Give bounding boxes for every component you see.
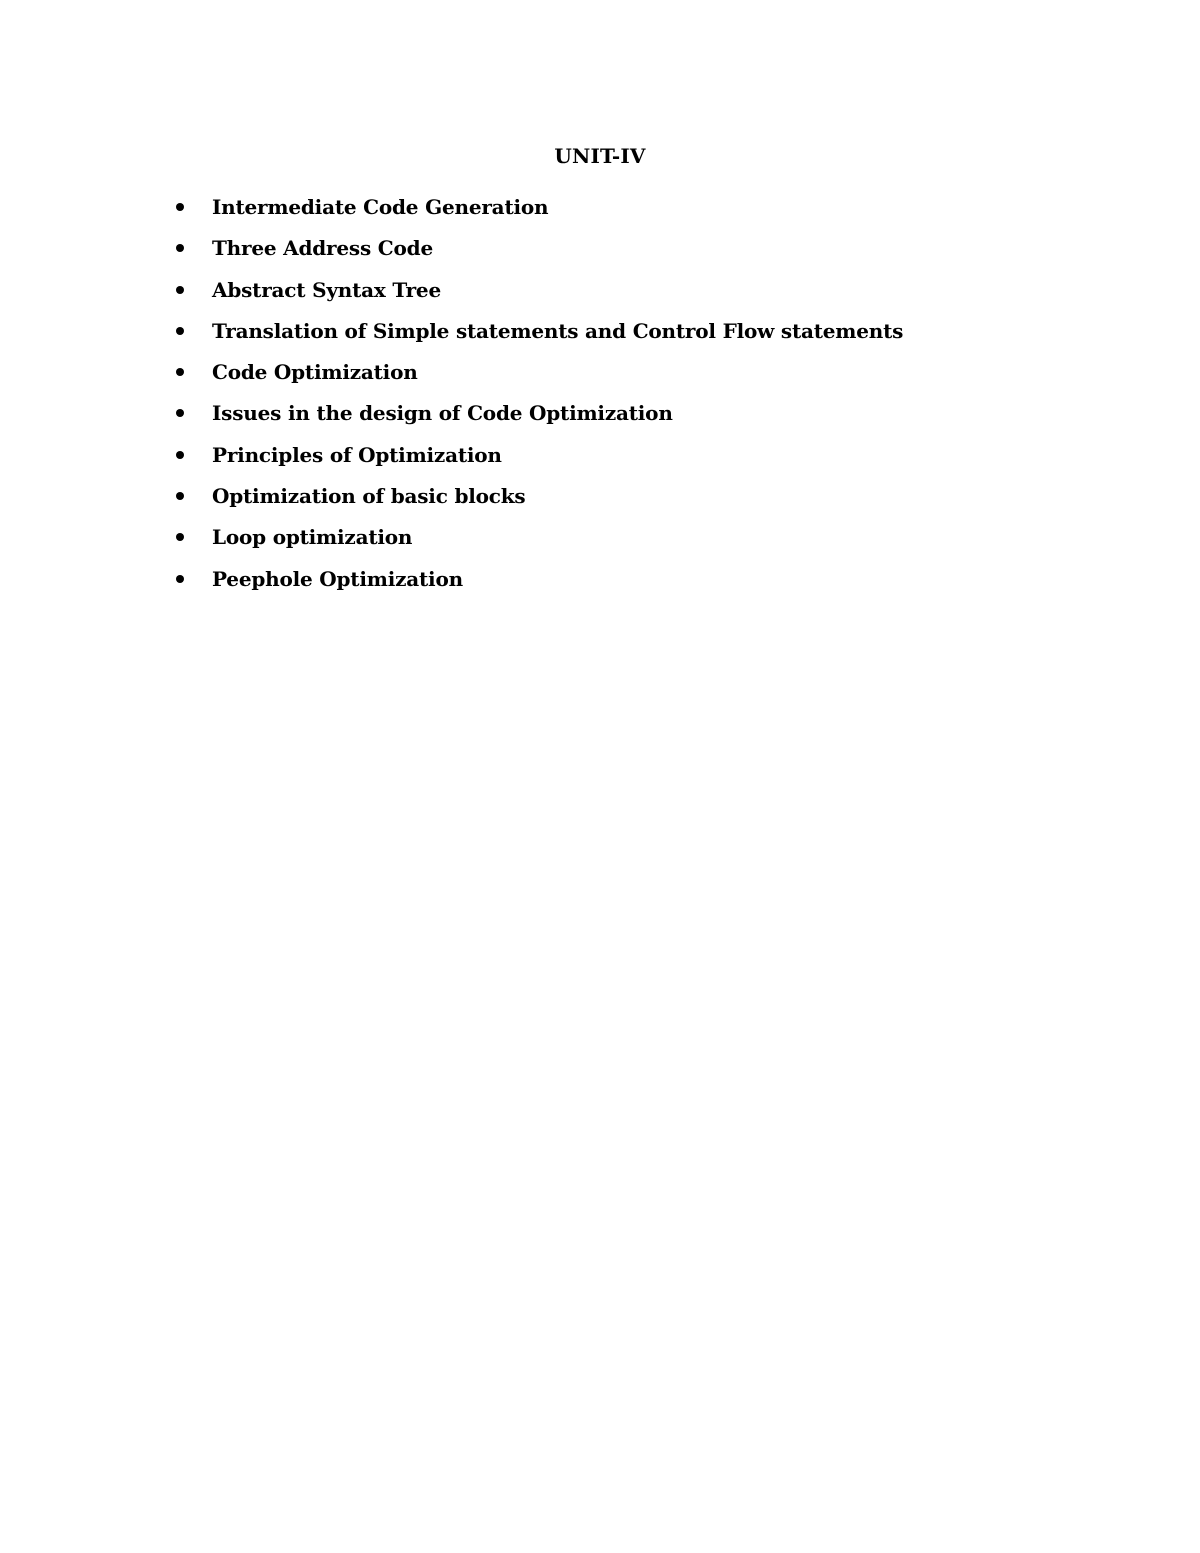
bullet-icon [176,327,184,335]
bullet-icon [176,533,184,541]
unit-title: UNIT-IV [554,144,646,168]
topic-label: Intermediate Code Generation [212,195,549,219]
topic-label: Code Optimization [212,360,418,385]
topic-label: Loop optimization [212,525,413,550]
bullet-icon [176,368,184,376]
list-item [0,524,1200,565]
list-item [0,566,1200,607]
list-item [0,442,1200,483]
list-item [0,277,1200,318]
bullet-icon [176,451,184,459]
bullet-icon [176,203,184,211]
topic-label: Translation of Simple statements and Control Flow statements [212,318,904,343]
list-item [0,400,1200,441]
list-item [0,235,1200,276]
bullet-icon [176,409,184,417]
list-item [0,194,1200,235]
list-item [0,359,1200,400]
bullet-icon [176,286,184,294]
topic-list [0,194,1200,607]
topic-label: Issues in the design of Code Optimization [212,401,673,426]
bullet-icon [176,575,184,583]
topic-label: Optimization of basic blocks [212,484,526,509]
topic-label: Principles of Optimization [212,442,502,467]
bullet-icon [176,492,184,500]
topic-label: Peephole Optimization [212,566,463,591]
topic-label: Abstract Syntax Tree [212,277,441,302]
list-item [0,318,1200,359]
list-item [0,483,1200,524]
topic-label: Three Address Code [212,236,433,261]
bullet-icon [176,244,184,252]
